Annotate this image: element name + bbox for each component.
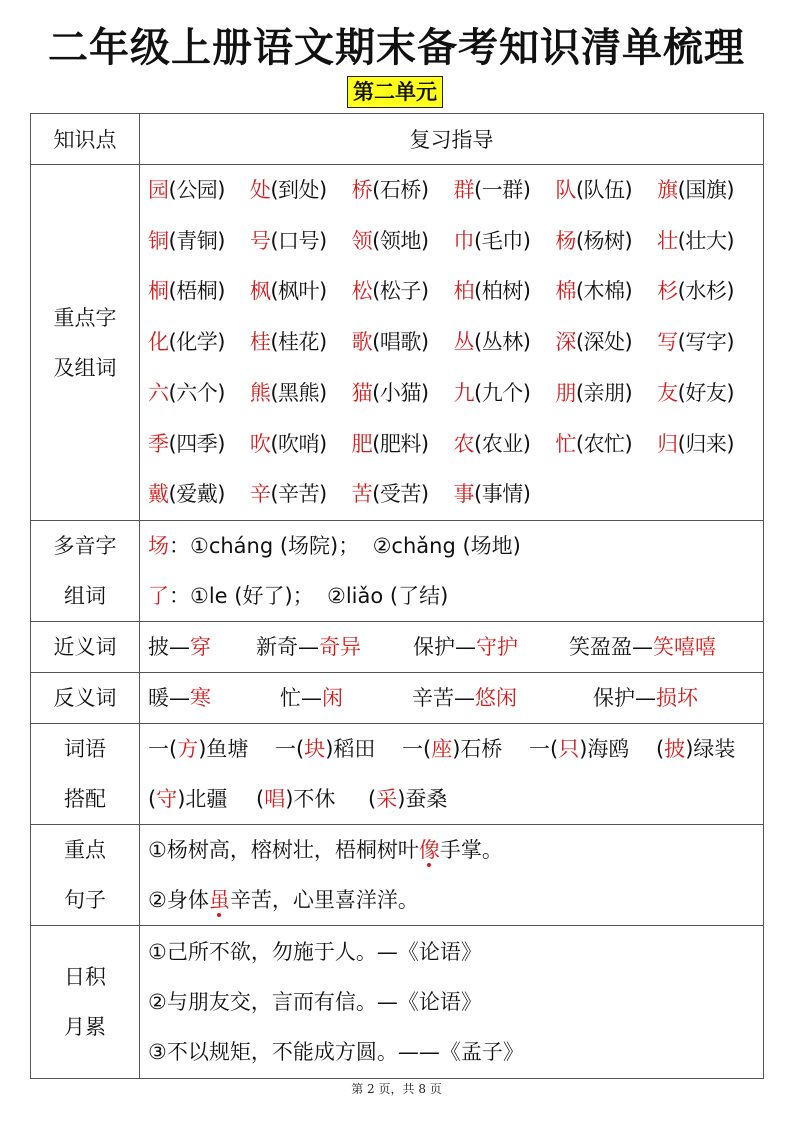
char-word-item [148,469,250,520]
key-char: 队 [555,178,576,203]
text: 一( [148,737,178,761]
answer: 座 [431,737,453,761]
char-word-item [352,266,454,317]
word: 忙— [280,686,322,710]
key-char: 农 [453,431,474,456]
antonym-pair [412,673,593,723]
word: 保护— [413,635,476,659]
char-word-item [657,419,759,470]
char-word-item [148,165,250,216]
key-char: 处 [249,178,271,203]
answer: 唱 [264,787,286,811]
collocation-item [275,724,402,774]
char-word-item [250,368,352,419]
key-char: 柏 [453,279,474,304]
label-line: 重点字 [53,305,117,330]
polyphonic-label [31,521,140,622]
key-char: 归 [657,431,678,456]
word-example: (杨树) [575,228,633,253]
answer: 守 [156,787,178,811]
answer: 采 [376,787,398,811]
text: ( [148,787,157,811]
synonym-pairs [148,622,763,672]
key-char: 铜 [148,228,169,253]
collocation-item [529,724,656,774]
word-example: (石桥) [372,178,429,203]
word-example: (毛巾) [474,228,531,253]
synonym-pair [256,622,413,672]
label-line: 词语 [64,737,106,761]
text: )稻田 [325,737,376,761]
text: 一( [529,737,559,761]
word: 披— [148,635,190,659]
polyphonic-row [31,521,764,622]
word-example: (枫叶) [270,279,327,304]
word-example: (小猫) [372,380,429,405]
poly-char: 了 [148,584,169,608]
char-word-item [250,216,352,267]
key-char: 写 [657,330,678,355]
collocation-line [148,724,763,774]
char-word-item [454,368,556,419]
char-word-item [250,165,352,216]
table-header-row [31,114,764,165]
page-title: 二年级上册语文期末备考知识清单梳理 [48,25,745,71]
label-line: 组词 [64,584,106,608]
char-word-item [454,469,556,520]
char-word-item [454,266,556,317]
sentences-label [31,825,140,926]
char-word-item [148,317,250,368]
word-answer: 寒 [190,686,211,710]
key-char: 友 [657,380,678,405]
sentences-row [31,825,764,926]
word-example: (水杉) [677,279,735,304]
text: ( [368,787,377,811]
char-word-item [352,419,454,470]
key-char: 枫 [249,279,271,304]
poly-char: 场 [148,534,169,558]
word-example: (化学) [168,330,225,355]
word-example: (亲朋) [575,380,633,405]
word-example: (归来) [677,431,735,456]
collocation-label [31,724,140,825]
key-char: 深 [555,330,576,355]
key-char: 六 [148,380,169,405]
word-answer: 奇异 [319,635,361,659]
char-word-item [657,165,759,216]
accumulation-label [31,926,140,1079]
char-word-item [148,266,250,317]
text: )蚕桑 [397,787,448,811]
label-line: 句子 [64,888,106,912]
key-char: 壮 [657,228,678,253]
antonym-pair [148,673,280,723]
word-example: (梧桐) [168,279,225,304]
collocation-row [31,724,764,825]
word: 笑盈盈— [569,635,653,659]
word-example: (壮大) [677,228,735,253]
char-word-item [555,266,657,317]
word-answer: 笑嘻嘻 [653,635,716,659]
char-word-item [352,368,454,419]
key-char: 桥 [351,178,373,203]
word-example: (好友) [677,380,735,405]
collocation-item [148,724,275,774]
key-char: 熊 [249,380,271,405]
word-example: (黑熊) [270,380,327,405]
text: 一( [275,737,305,761]
word-example: (深处) [575,330,633,355]
word-example: (国旗) [677,178,735,203]
word: 辛苦— [412,686,475,710]
accumulation-content [140,926,764,1079]
sentence-keyword: 像 [418,838,440,862]
char-word-item [148,419,250,470]
label-line: 重点 [64,838,106,862]
synonym-pair [569,622,716,672]
word-example: (丛林) [474,330,531,355]
key-chars-content [140,165,764,521]
word-example: (爱戴) [168,482,225,507]
key-char: 朋 [555,380,576,405]
answer: 披 [664,737,686,761]
key-char: 园 [148,178,169,203]
word-example: (公园) [168,178,225,203]
key-chars-label [31,165,140,521]
word-answer: 守护 [476,635,518,659]
key-char: 杨 [555,228,576,253]
sentence-text: 辛苦，心里喜洋洋。 [229,888,419,912]
key-char: 桐 [148,279,169,304]
key-char: 化 [148,330,169,355]
answer: 块 [304,737,326,761]
synonyms-label: 近义词 [31,622,140,673]
sentence-keyword: 虽 [208,888,230,912]
word-answer: 闲 [322,686,343,710]
label-line: 月累 [64,1015,106,1039]
char-word-item [352,317,454,368]
key-char: 号 [249,228,271,253]
char-word-item [657,317,759,368]
word-example: (农业) [474,431,531,456]
synonym-pair [148,622,256,672]
answer: 方 [177,737,199,761]
key-char: 肥 [351,431,373,456]
key-char: 丛 [453,330,474,355]
word-example: (桂花) [270,330,327,355]
polyphonic-line [148,571,763,621]
key-char: 松 [351,279,373,304]
char-word-item [250,266,352,317]
label-line: 及组词 [53,355,117,380]
word-answer: 损坏 [656,686,698,710]
word-example: (口号) [270,228,327,253]
key-char: 季 [148,431,169,456]
word-answer: 悠闲 [475,686,517,710]
word-example: (松子) [372,279,429,304]
char-word-item [352,216,454,267]
word-example: (吹哨) [270,431,327,456]
char-word-item [657,368,759,419]
char-word-item [454,419,556,470]
polyphonic-content [140,521,764,622]
char-word-item [657,266,759,317]
text: )海鸥 [579,737,630,761]
header-review-guide: 复习指导 [140,114,764,165]
key-char: 猫 [351,380,373,405]
text: 一( [402,737,432,761]
sentence-line [148,825,763,875]
key-char: 忙 [555,431,576,456]
key-char: 歌 [351,330,373,355]
char-word-item [454,165,556,216]
char-word-item [657,216,759,267]
collocation-item [368,774,447,824]
word-example: (辛苦) [270,482,327,507]
word-example: (受苦) [372,482,429,507]
proverb-line: ②与朋友交，言而有信。—《论语》 [148,990,482,1014]
word: 保护— [593,686,656,710]
synonym-pair [413,622,569,672]
char-word-item [555,368,657,419]
collocation-line [148,774,763,824]
accumulation-row [31,926,764,1079]
sentence-text: 手掌。 [439,838,503,862]
word-example: (事情) [474,482,531,507]
collocation-item [148,774,256,824]
word-example: (唱歌) [372,330,429,355]
key-char: 九 [453,380,474,405]
char-word-item [148,368,250,419]
key-char: 戴 [148,482,169,507]
text: ( [656,737,665,761]
antonym-pair [280,673,412,723]
word-example: (写字) [677,330,735,355]
char-word-item [250,469,352,520]
proverb-line: ③不以规矩，不能成方圆。——《孟子》 [148,1040,524,1064]
char-word-item [555,216,657,267]
text: )不休 [285,787,336,811]
unit-badge: 第二单元 [347,76,443,108]
word-example: (青铜) [168,228,225,253]
word-example: (四季) [168,431,225,456]
key-char: 事 [453,482,474,507]
word-example: (六个) [168,380,225,405]
char-word-item [454,317,556,368]
knowledge-table [30,113,764,1079]
word-example: (到处) [270,178,327,203]
antonym-pairs [148,673,763,723]
polyphonic-line [148,521,763,571]
word-example: (队伍) [575,178,633,203]
key-char: 旗 [657,178,678,203]
antonyms-row [31,673,764,724]
key-char: 桂 [249,330,271,355]
word-example: (九个) [474,380,531,405]
char-word-item [250,317,352,368]
label-line: 日积 [64,965,106,989]
poly-readings: ：①cháng (场院)； ②chǎng (场地) [169,534,521,558]
key-char: 巾 [453,228,474,253]
poly-readings: ：①le (好了)； ②liǎo (了结) [169,584,449,608]
key-char: 群 [453,178,474,203]
char-word-item [352,165,454,216]
word-answer: 穿 [190,635,211,659]
label-line: 多音字 [53,534,117,558]
word: 新奇— [256,635,319,659]
antonym-pair [593,673,698,723]
sentence-text: ②身体 [148,888,209,912]
char-grid [148,165,763,520]
collocation-item [656,724,735,774]
key-char: 吹 [249,431,271,456]
sentence-text: ①杨树高，榕树壮，梧桐树叶 [148,838,419,862]
antonyms-content [140,673,764,724]
key-chars-row [31,165,764,521]
char-word-item [555,165,657,216]
header-knowledge-point: 知识点 [31,114,140,165]
text: )绿装 [685,737,736,761]
synonyms-row [31,622,764,673]
collocation-item [402,724,529,774]
word-example: (领地) [372,228,429,253]
word-example: (农忙) [575,431,633,456]
key-char: 棉 [555,279,576,304]
text: )北疆 [177,787,228,811]
collocation-item [256,774,368,824]
key-char: 杉 [657,279,678,304]
word-example: (一群) [474,178,531,203]
proverb-line: ①己所不欲，勿施于人。—《论语》 [148,940,482,964]
key-char: 领 [351,228,373,253]
char-word-item [148,216,250,267]
char-word-item [250,419,352,470]
label-line: 搭配 [64,787,106,811]
antonyms-label: 反义词 [31,673,140,724]
char-word-item [454,216,556,267]
sentence-line [148,875,763,925]
word-example: (肥料) [372,431,429,456]
char-word-item [555,419,657,470]
page-number: 第 2 页，共 8 页 [351,1082,442,1096]
collocation-content [140,724,764,825]
word: 暖— [148,686,190,710]
synonyms-content [140,622,764,673]
sentences-content [140,825,764,926]
key-char: 苦 [351,482,373,507]
text: )鱼塘 [198,737,249,761]
char-word-item [352,469,454,520]
key-char: 辛 [249,482,271,507]
word-example: (柏树) [474,279,531,304]
answer: 只 [558,737,580,761]
text: )石桥 [452,737,503,761]
text: ( [256,787,265,811]
char-word-item [555,317,657,368]
word-example: (木棉) [575,279,633,304]
